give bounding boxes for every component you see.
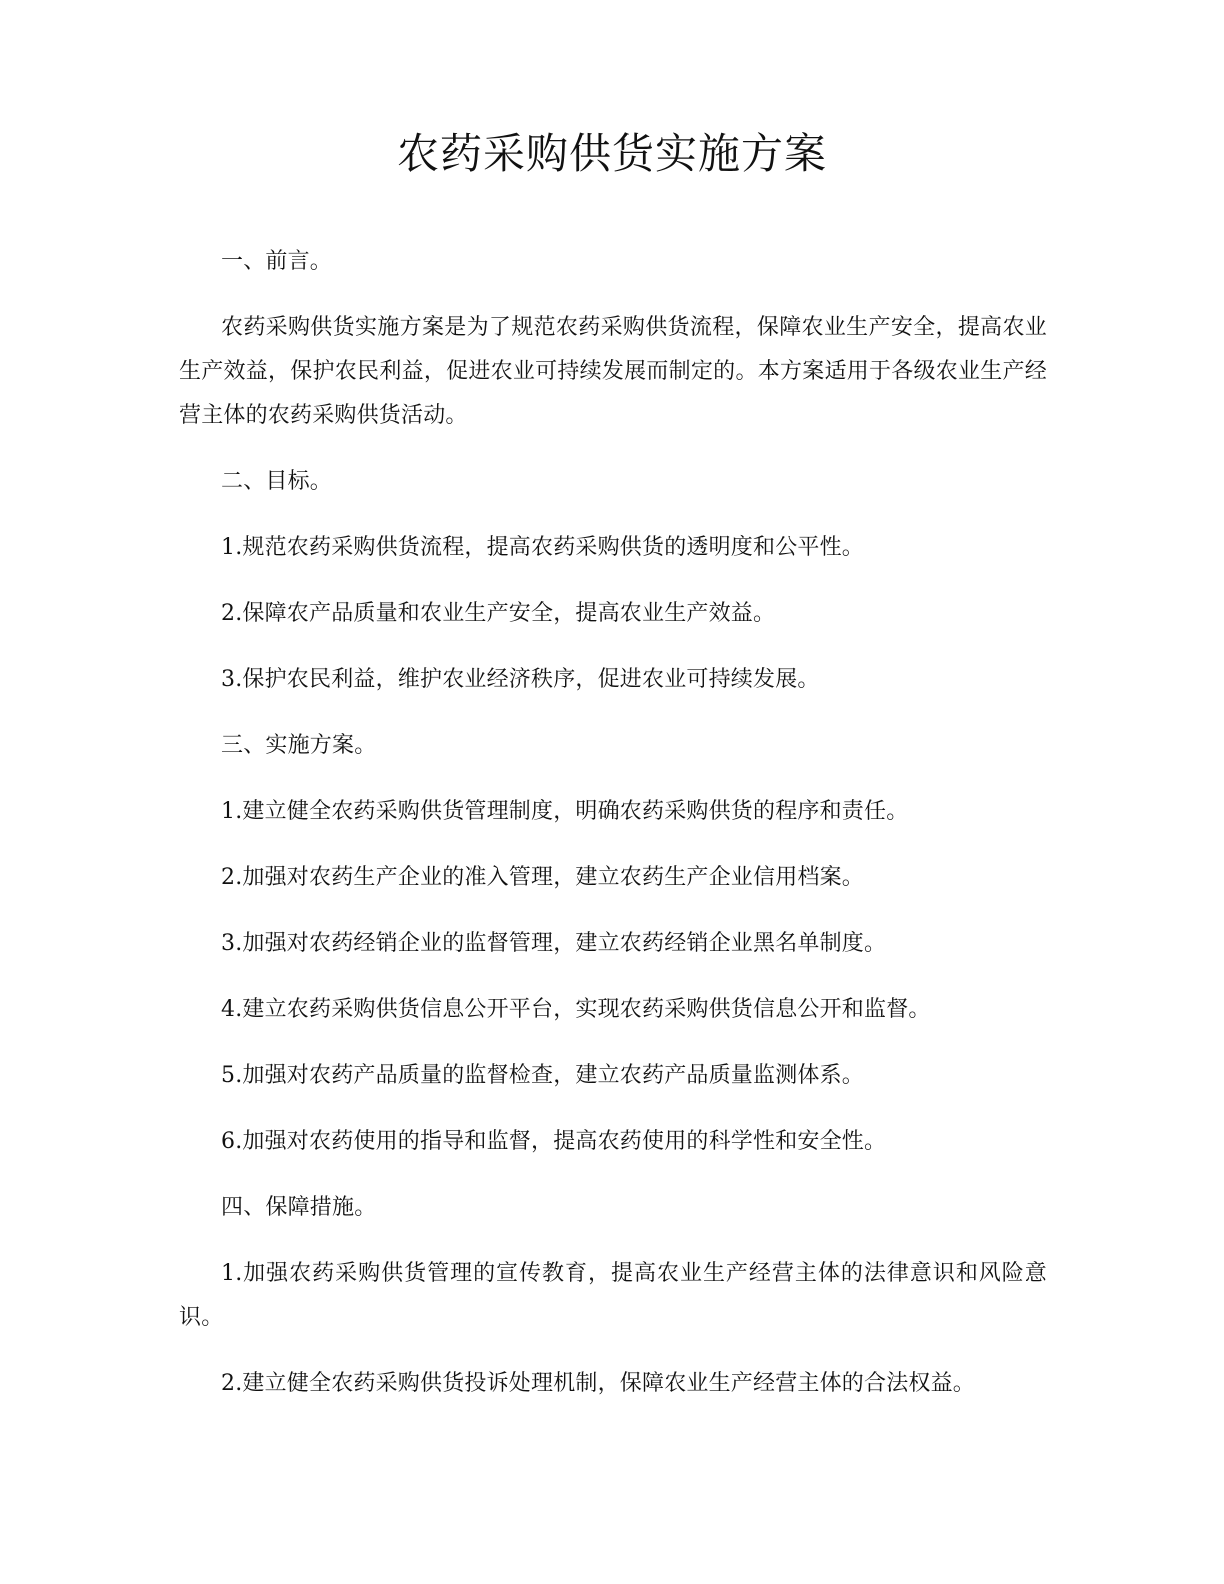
- document-body: [179, 240, 1047, 1428]
- document-title: 农药采购供货实施方案: [396, 129, 827, 178]
- implementation-item-3: 3.加强对农药经销企业的监督管理，建立农药经销企业黑名单制度。: [221, 931, 887, 956]
- safeguard-item-2: 2.建立健全农药采购供货投诉处理机制，保障农业生产经营主体的合法权益。: [221, 1371, 975, 1396]
- implementation-item-5: 5.加强对农药产品质量的监督检查，建立农药产品质量监测体系。: [221, 1063, 864, 1088]
- implementation-item-6: 6.加强对农药使用的指导和监督，提高农药使用的科学性和安全性。: [221, 1129, 887, 1154]
- goal-item-3: 3.保护农民利益，维护农业经济秩序，促进农业可持续发展。: [221, 667, 820, 692]
- safeguard-item-1: 1.加强农药采购供货管理的宣传教育，提高农业生产经营主体的法律意识和风险意识。: [179, 1261, 1047, 1330]
- goal-item-1: 1.规范农药采购供货流程，提高农药采购供货的透明度和公平性。: [221, 535, 864, 560]
- section-heading-goals: 二、目标。: [221, 469, 333, 494]
- implementation-item-1: 1.建立健全农药采购供货管理制度，明确农药采购供货的程序和责任。: [221, 799, 909, 824]
- section-heading-implementation: 三、实施方案。: [221, 733, 377, 758]
- implementation-item-4: 4.建立农药采购供货信息公开平台，实现农药采购供货信息公开和监督。: [221, 997, 931, 1022]
- goal-item-2: 2.保障农产品质量和农业生产安全，提高农业生产效益。: [221, 601, 776, 626]
- implementation-item-2: 2.加强对农药生产企业的准入管理，建立农药生产企业信用档案。: [221, 865, 864, 890]
- preface-paragraph: 农药采购供货实施方案是为了规范农药采购供货流程，保障农业生产安全，提高农业生产效益，保护农民利益，促进农业可持续发展而制定的。本方案适用于各级农业生产经营主体的农药采购供货活动。: [179, 315, 1047, 428]
- section-heading-preface: 一、前言。: [221, 249, 333, 274]
- section-heading-safeguards: 四、保障措施。: [221, 1195, 377, 1220]
